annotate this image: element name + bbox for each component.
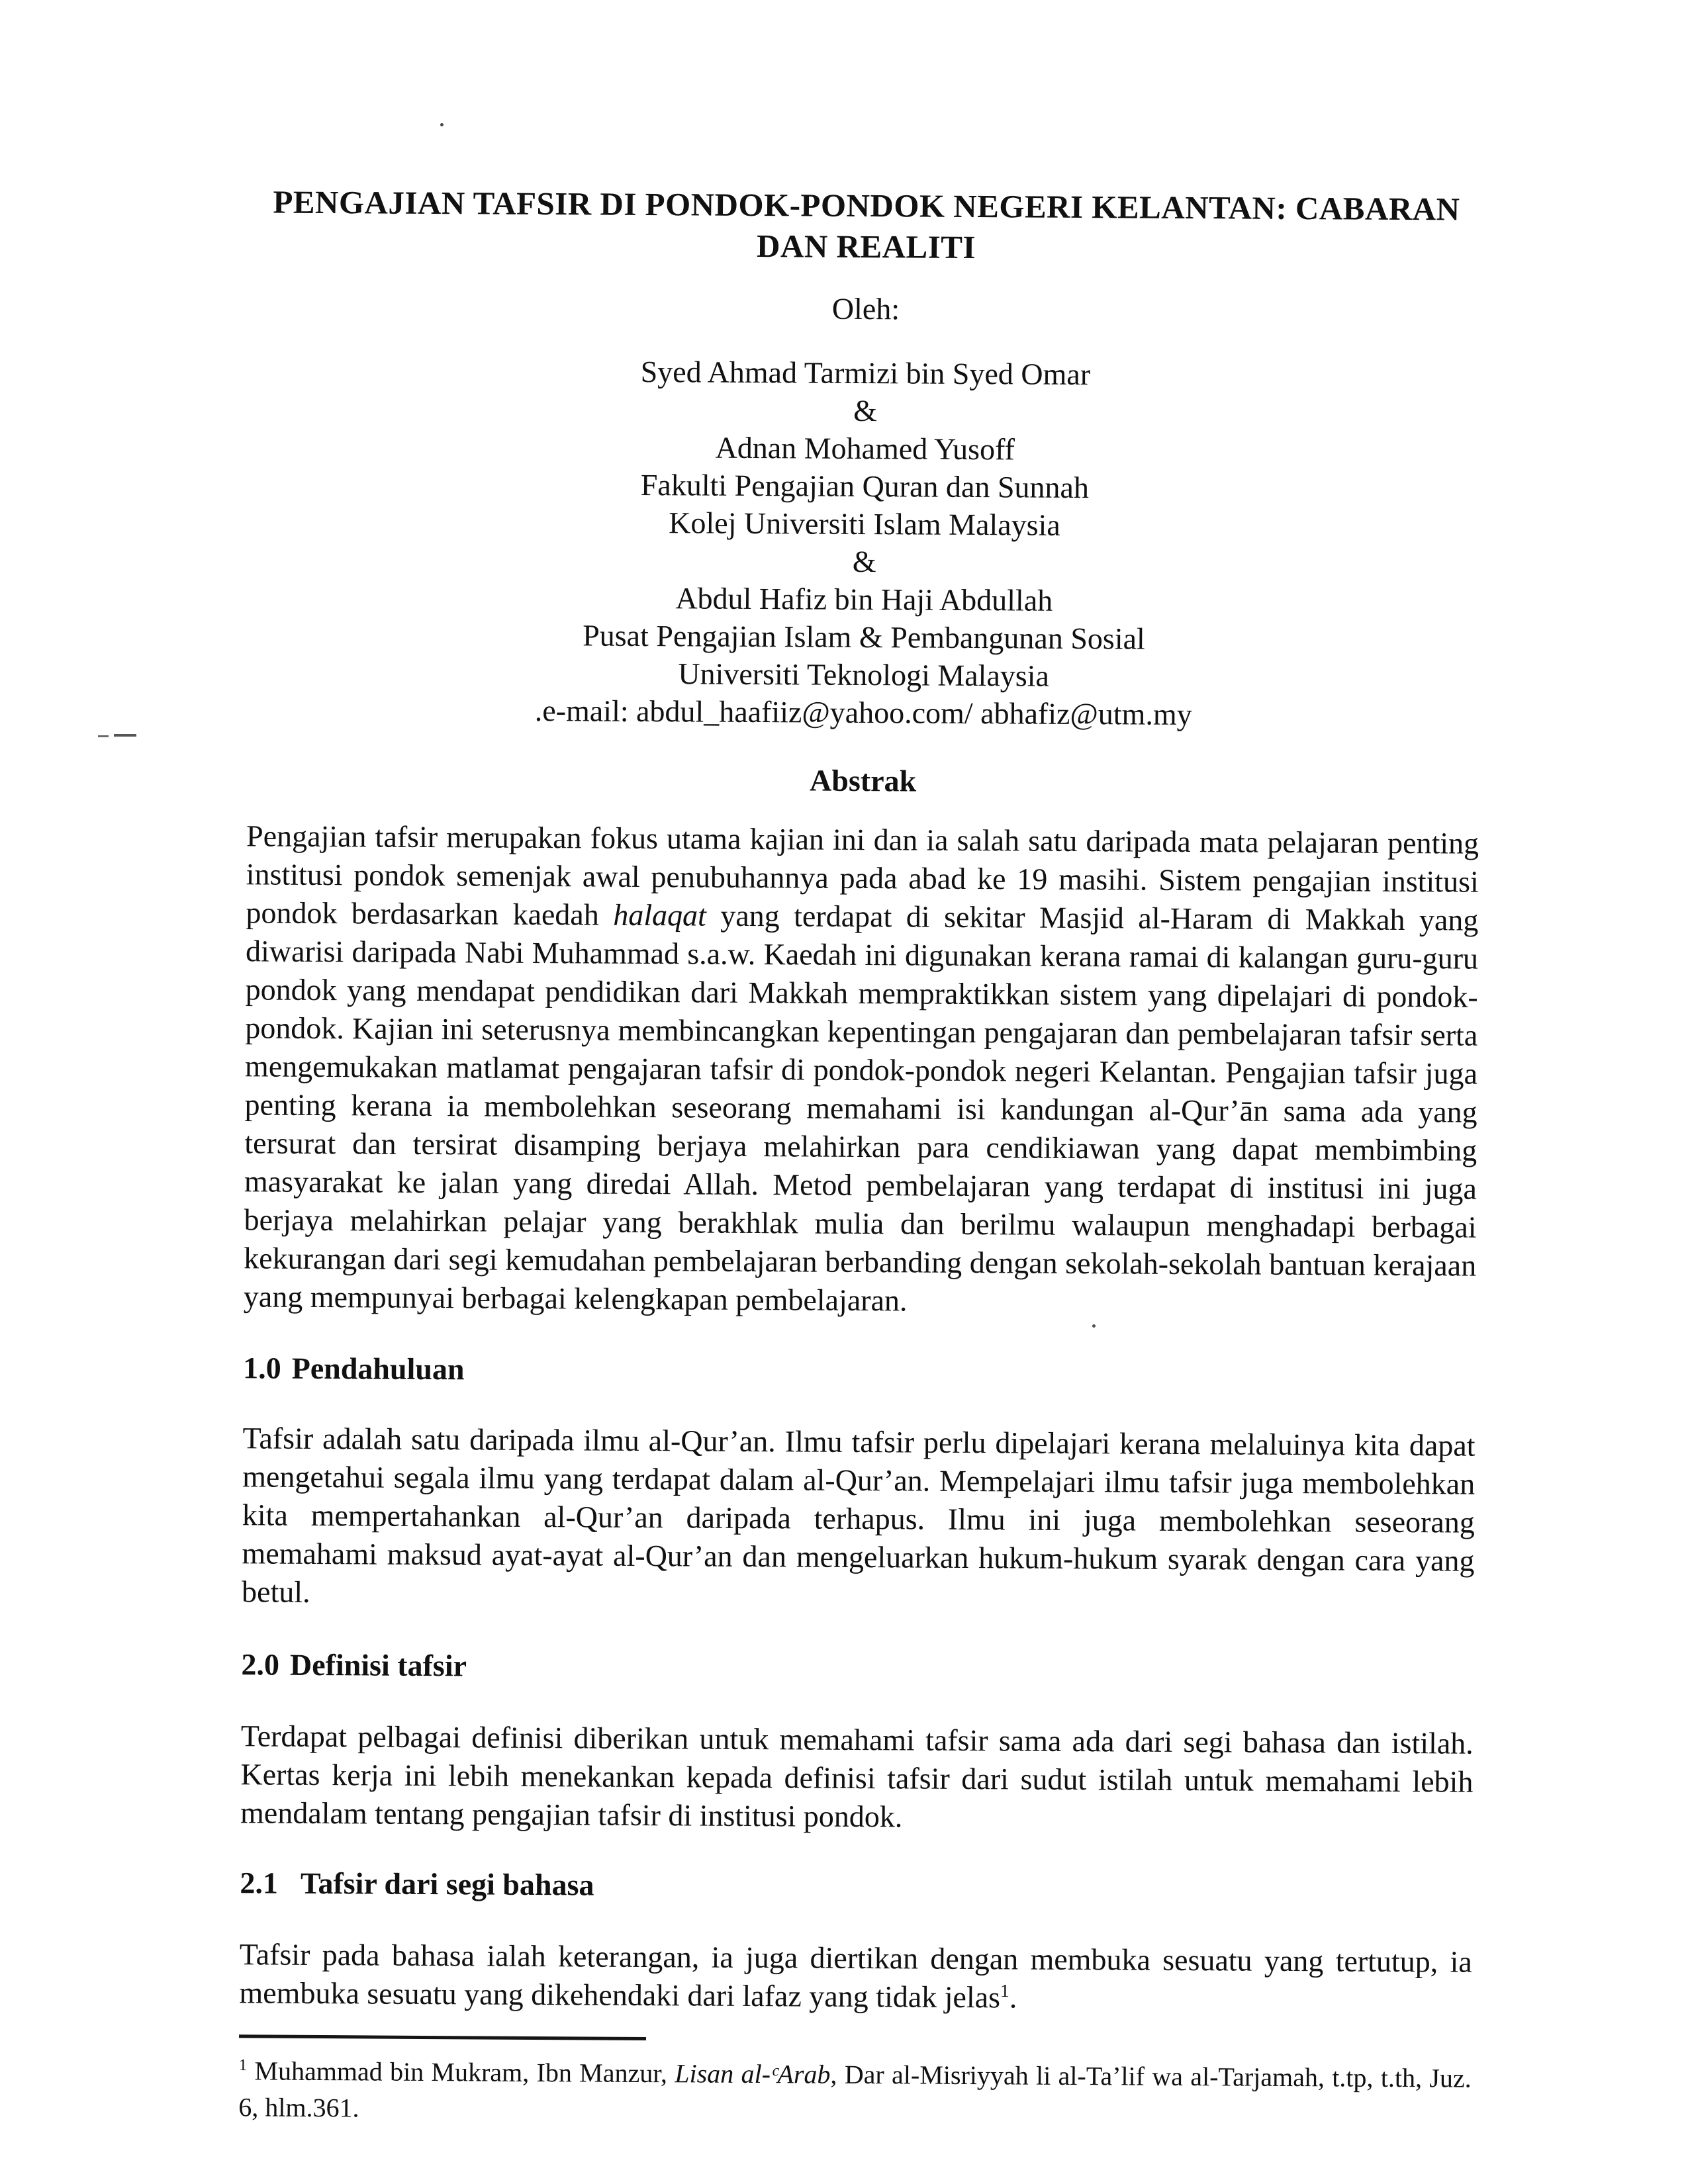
abstract-heading: Abstrak (809, 763, 917, 798)
scan-artifact-dash (98, 735, 109, 737)
author-email-line: .e-mail: abdul_haafiiz@yahoo.com/ abhafiz@utm.my (534, 693, 1192, 732)
footnote-text-part-2: , Dar al-Misriyyah li al-Ta’lif wa al-Tarjamah, t.tp, t.th, Juz. 6, hlm.361. (238, 2059, 1472, 2123)
footnote-text-part-1: Muhammad bin Mukram, Ibn Manzur, (246, 2056, 675, 2089)
scan-artifact-dot (1092, 1324, 1096, 1328)
author-affiliation-college: Kolej Universiti Islam Malaysia (669, 506, 1060, 542)
abstract-paragraph (244, 817, 1479, 1323)
section-2-1-text-end: . (1009, 1980, 1017, 2015)
author-name-1: Syed Ahmad Tarmizi bin Syed Omar (640, 354, 1091, 392)
section-title-1-0: Pendahuluan (291, 1351, 465, 1387)
section-heading-1-0 (243, 1349, 1476, 1394)
section-number-2-1: 2.1 (240, 1866, 279, 1900)
section-2-0-paragraph: Terdapat pelbagai definisi diberikan untuk memahami tafsir sama ada dari segi bahasa dan istilah. Kertas kerja ini lebih menekankan kepada definisi tafsir dari sudut istilah untuk memahami lebih mendalam tentang pengajian tafsir di institusi pondok. (240, 1719, 1474, 1834)
abstract-italic-term: halaqat (613, 897, 707, 933)
author-affiliation-faculty: Fakulti Pengajian Quran dan Sunnah (640, 467, 1090, 505)
author-affiliation-centre: Pusat Pengajian Islam & Pembangunan Sosial (583, 618, 1145, 656)
page-content (238, 0, 1484, 2133)
abstract-text-part-2: yang terdapat di sekitar Masjid al-Haram di Makkah yang diwarisi daripada Nabi Muhammad s.a.w. Kaedah ini digunakan kerana ramai di kalangan guru-guru pondok yang mendapat pendidikan dari Makkah mempraktikkan sistem yang dipelajari di pondok-pondok. Kajian ini seterusnya membincangkan kepentingan pengajaran dan pembelajaran tafsir serta mengemukakan matlamat pengajaran tafsir di pondok-pondok negeri Kelantan. Pengajian tafsir juga penting kerana ia membolehkan seseorang memahami isi kandungan al-Qur’ān sama ada yang tersurat dan tersirat disamping berjaya melahirkan para cendikiawan yang dapat membimbing masyarakat ke jalan yang diredai Allah. Metod pembelajaran yang terdapat di institusi ini juga berjaya melahirkan pelajar yang berakhlak mulia dan berilmu walaupun menghadapi berbagai kekurangan dari segi kemudahan pembelajaran berbanding dengan sekolah-sekolah bantuan kerajaan yang mempunyai berbagai kelengkapan pembelajaran. (243, 898, 1479, 1318)
footnote-1 (238, 2052, 1472, 2132)
section-1-0-paragraph: Tafsir adalah satu daripada ilmu al-Qur’an. Ilmu tafsir perlu dipelajari kerana melaluinya kita dapat mengetahui segala ilmu yang terdapat dalam al-Qur’an. Mempelajari ilmu tafsir juga membolehkan kita mempertahankan al-Qur’an daripada terhapus. Ilmu ini juga membolehkan seseorang memahami maksud ayat-ayat al-Qur’an dan mengeluarkan hukum-hukum syarak dengan cara yang betul. (241, 1421, 1476, 1609)
scan-artifact-dash (114, 734, 136, 737)
footnote-marker-1: 1 (238, 2056, 248, 2075)
footnote-book-title: Lisan al-ᶜArab (675, 2058, 831, 2089)
section-title-2-0: Definisi tafsir (289, 1647, 467, 1683)
section-number-1-0: 1.0 (243, 1351, 281, 1385)
abstract-text-part-1: Pengajian tafsir merupakan fokus utama kajian ini dan ia salah satu daripada mata pelajaran penting institusi pondok semenjak awal penubuhannya pada abad ke 19 masihi. Sistem pengajian institusi pondok berdasarkan kaedah (246, 819, 1479, 932)
section-2-1-text: Tafsir pada bahasa ialah keterangan, ia juga diertikan dengan membuka sesuatu yang tertutup, ia membuka sesuatu yang dikehendaki dari lafaz yang tidak jelas (239, 1937, 1472, 2015)
author-separator-2: & (852, 544, 876, 579)
author-affiliation-university: Universiti Teknologi Malaysia (678, 657, 1050, 693)
section-heading-2-1 (240, 1864, 1472, 1909)
author-name-2: Adnan Mohamed Yusoff (715, 430, 1015, 467)
scan-artifact-dot (440, 123, 444, 126)
footnote-reference-1: 1 (1000, 1979, 1009, 2001)
footnote-separator-rule (239, 2034, 646, 2040)
author-block (247, 350, 1481, 735)
paper-title-line-2: DAN REALITI (756, 228, 976, 266)
section-2-1-paragraph (239, 1935, 1472, 2019)
paper-title-line-1: PENGAJIAN TAFSIR DI PONDOK-PONDOK NEGERI KELANTAN: CABARAN (273, 183, 1460, 228)
paper-title (250, 181, 1483, 271)
author-separator-1: & (853, 393, 878, 428)
section-heading-2-0 (241, 1645, 1474, 1691)
author-name-3: Abdul Hafiz bin Haji Abdullah (675, 581, 1053, 617)
section-title-2-1: Tafsir dari segi bahasa (300, 1866, 594, 1902)
section-number-2-0: 2.0 (241, 1647, 280, 1682)
byline-label: Oleh: (831, 291, 900, 326)
